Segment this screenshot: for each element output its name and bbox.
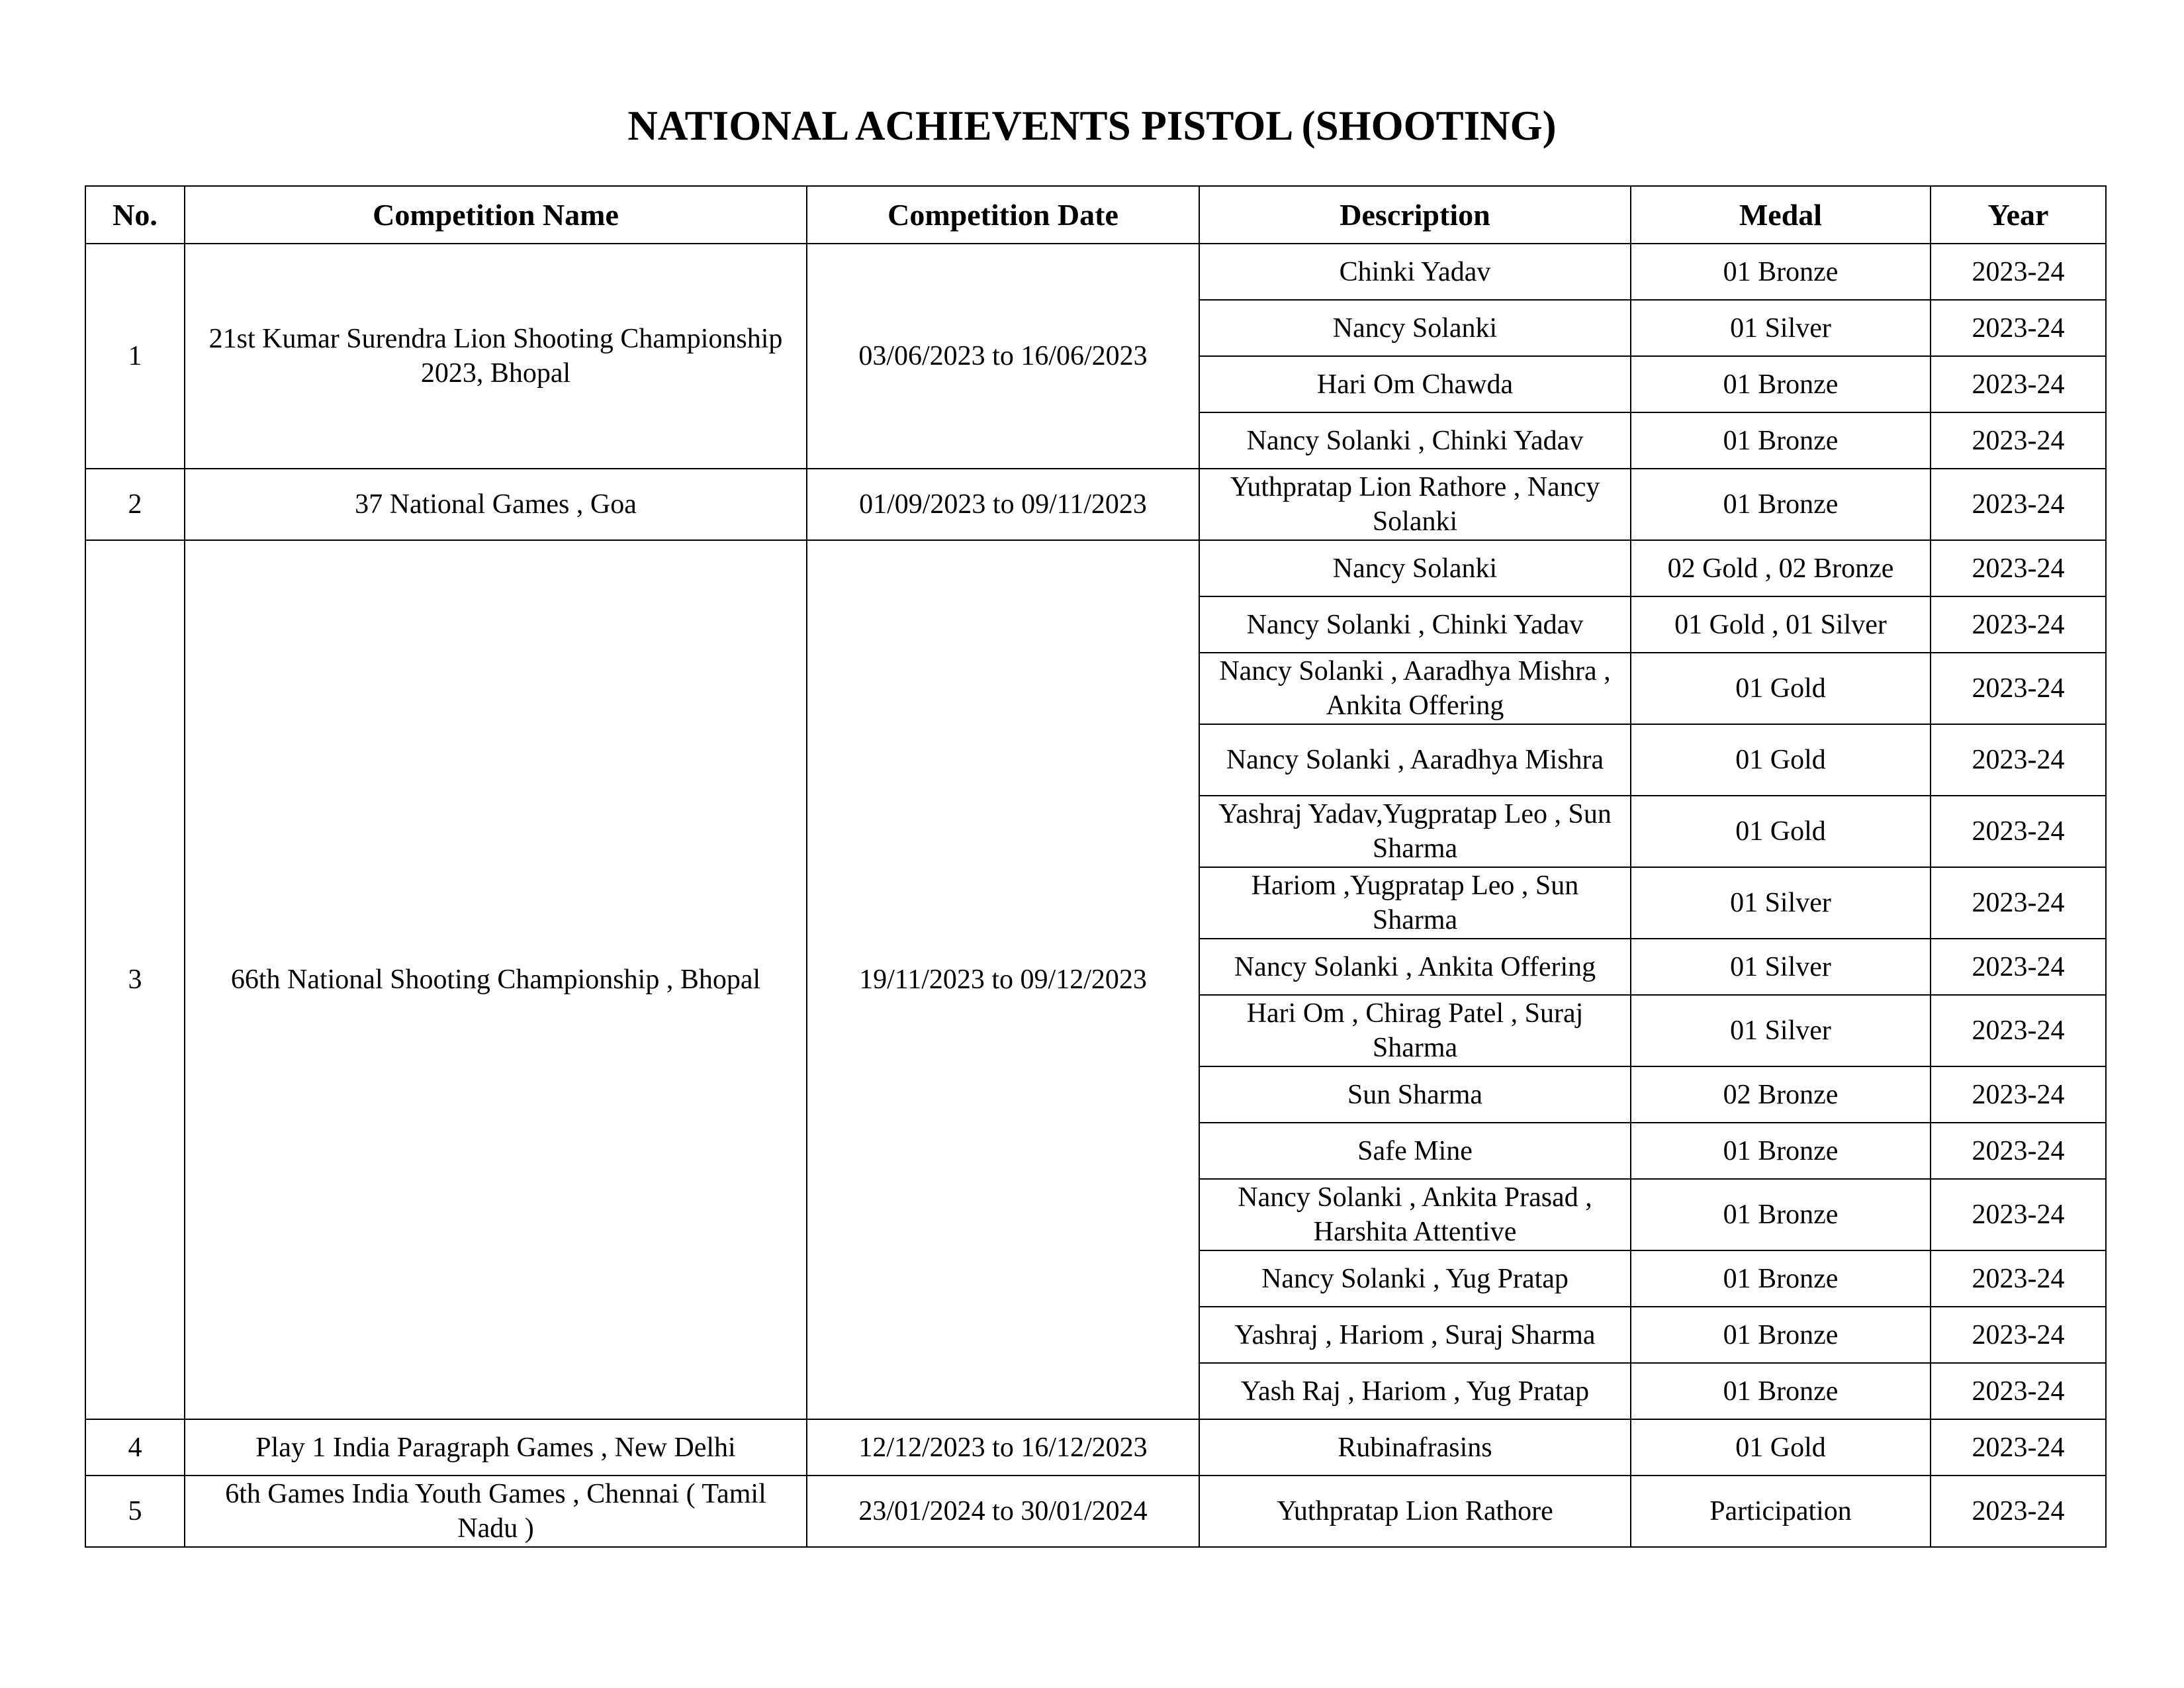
competition-date: 23/01/2024 to 30/01/2024 [807, 1476, 1199, 1547]
entry-year: 2023-24 [1931, 469, 2106, 540]
competition-date: 19/11/2023 to 09/12/2023 [807, 540, 1199, 1419]
entry-year: 2023-24 [1931, 596, 2106, 653]
entry-description: Rubinafrasins [1199, 1419, 1631, 1476]
entry-description: Hariom ,Yugpratap Leo , Sun Sharma [1199, 867, 1631, 939]
competition-name: 6th Games India Youth Games , Chennai ( Tamil Nadu ) [185, 1476, 807, 1547]
entry-year: 2023-24 [1931, 412, 2106, 469]
entry-medal: 01 Silver [1631, 995, 1931, 1066]
page-title: NATIONAL ACHIEVENTS PISTOL (SHOOTING) [627, 103, 1557, 149]
entry-description: Nancy Solanki , Yug Pratap [1199, 1250, 1631, 1307]
competition-name: Play 1 India Paragraph Games , New Delhi [185, 1419, 807, 1476]
column-header-competition-name: Competition Name [185, 186, 807, 244]
entry-year: 2023-24 [1931, 1066, 2106, 1123]
entry-medal: 01 Bronze [1631, 244, 1931, 300]
entry-year: 2023-24 [1931, 300, 2106, 356]
entry-description: Nancy Solanki , Chinki Yadav [1199, 596, 1631, 653]
competition-number: 4 [85, 1419, 185, 1476]
entry-description: Hari Om Chawda [1199, 356, 1631, 412]
entry-year: 2023-24 [1931, 540, 2106, 596]
entry-description: Nancy Solanki , Chinki Yadav [1199, 412, 1631, 469]
entry-description: Chinki Yadav [1199, 244, 1631, 300]
entry-year: 2023-24 [1931, 724, 2106, 796]
entry-medal: Participation [1631, 1476, 1931, 1547]
entry-description: Nancy Solanki [1199, 300, 1631, 356]
entry-description: Yuthpratap Lion Rathore [1199, 1476, 1631, 1547]
column-header-competition-date: Competition Date [807, 186, 1199, 244]
entry-year: 2023-24 [1931, 1419, 2106, 1476]
competition-date: 12/12/2023 to 16/12/2023 [807, 1419, 1199, 1476]
entry-medal: 01 Bronze [1631, 469, 1931, 540]
entry-medal: 01 Silver [1631, 939, 1931, 995]
entry-medal: 02 Bronze [1631, 1066, 1931, 1123]
entry-description: Yash Raj , Hariom , Yug Pratap [1199, 1363, 1631, 1419]
entry-description: Nancy Solanki , Ankita Offering [1199, 939, 1631, 995]
entry-medal: 01 Silver [1631, 867, 1931, 939]
entry-medal: 01 Bronze [1631, 1307, 1931, 1363]
table-row [85, 469, 2106, 540]
competition-name: 21st Kumar Surendra Lion Shooting Championship 2023, Bhopal [185, 244, 807, 469]
entry-medal: 01 Gold [1631, 1419, 1931, 1476]
entry-medal: 02 Gold , 02 Bronze [1631, 540, 1931, 596]
entry-year: 2023-24 [1931, 1476, 2106, 1547]
entry-description: Hari Om , Chirag Patel , Suraj Sharma [1199, 995, 1631, 1066]
column-header-year: Year [1931, 186, 2106, 244]
entry-year: 2023-24 [1931, 995, 2106, 1066]
entry-medal: 01 Gold [1631, 796, 1931, 867]
competition-name: 66th National Shooting Championship , Bhopal [185, 540, 807, 1419]
entry-year: 2023-24 [1931, 244, 2106, 300]
entry-description: Safe Mine [1199, 1123, 1631, 1179]
column-header-no: No. [85, 186, 185, 244]
entry-year: 2023-24 [1931, 653, 2106, 724]
table-row [85, 244, 2106, 300]
table-header-row [85, 186, 2106, 244]
entry-description: Yashraj Yadav,Yugpratap Leo , Sun Sharma [1199, 796, 1631, 867]
table-row [85, 1419, 2106, 1476]
competition-number: 1 [85, 244, 185, 469]
competition-number: 5 [85, 1476, 185, 1547]
entry-year: 2023-24 [1931, 867, 2106, 939]
entry-medal: 01 Gold [1631, 653, 1931, 724]
entry-medal: 01 Bronze [1631, 1179, 1931, 1250]
entry-medal: 01 Gold [1631, 724, 1931, 796]
entry-year: 2023-24 [1931, 356, 2106, 412]
competition-name: 37 National Games , Goa [185, 469, 807, 540]
entry-medal: 01 Silver [1631, 300, 1931, 356]
column-header-medal: Medal [1631, 186, 1931, 244]
entry-medal: 01 Bronze [1631, 1363, 1931, 1419]
entry-description: Yuthpratap Lion Rathore , Nancy Solanki [1199, 469, 1631, 540]
entry-medal: 01 Bronze [1631, 1123, 1931, 1179]
competition-number: 3 [85, 540, 185, 1419]
entry-description: Nancy Solanki , Ankita Prasad , Harshita Attentive [1199, 1179, 1631, 1250]
competition-date: 01/09/2023 to 09/11/2023 [807, 469, 1199, 540]
entry-medal: 01 Bronze [1631, 412, 1931, 469]
entry-year: 2023-24 [1931, 1250, 2106, 1307]
entry-description: Nancy Solanki , Aaradhya Mishra [1199, 724, 1631, 796]
achievements-table [85, 185, 2107, 1548]
entry-year: 2023-24 [1931, 1363, 2106, 1419]
entry-description: Nancy Solanki , Aaradhya Mishra , Ankita Offering [1199, 653, 1631, 724]
entry-year: 2023-24 [1931, 1307, 2106, 1363]
entry-year: 2023-24 [1931, 796, 2106, 867]
entry-description: Yashraj , Hariom , Suraj Sharma [1199, 1307, 1631, 1363]
entry-description: Nancy Solanki [1199, 540, 1631, 596]
entry-medal: 01 Bronze [1631, 356, 1931, 412]
entry-year: 2023-24 [1931, 939, 2106, 995]
entry-medal: 01 Gold , 01 Silver [1631, 596, 1931, 653]
entry-year: 2023-24 [1931, 1179, 2106, 1250]
entry-medal: 01 Bronze [1631, 1250, 1931, 1307]
competition-date: 03/06/2023 to 16/06/2023 [807, 244, 1199, 469]
entry-year: 2023-24 [1931, 1123, 2106, 1179]
table-row [85, 540, 2106, 596]
entry-description: Sun Sharma [1199, 1066, 1631, 1123]
competition-number: 2 [85, 469, 185, 540]
column-header-description: Description [1199, 186, 1631, 244]
table-row [85, 1476, 2106, 1547]
